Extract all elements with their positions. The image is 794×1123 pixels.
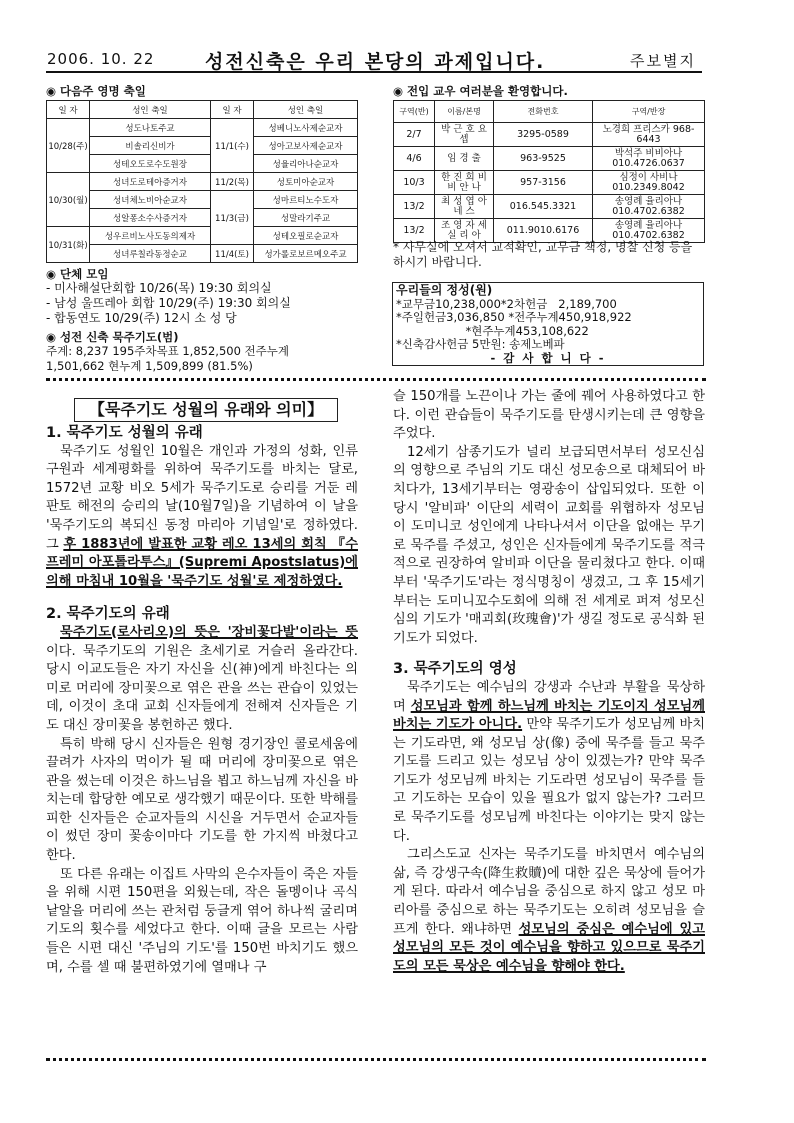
cell: 2/7 [394,123,435,147]
section-title: 3. 묵주기도의 영성 [393,661,517,678]
date-cell: 10/31(화) [47,227,90,263]
col-header: 이름/본명 [435,101,494,123]
saint-cell: 성베니노사제순교자 [254,119,358,137]
rosary-line: 1,501,662 현누계 1,509,899 (81.5%) [46,359,253,373]
saint-cell: 성말라기주교 [254,209,358,227]
saint-cell: 성가롤로보르메오주교 [254,245,358,263]
saint-cell: 성율리아나순교자 [254,155,358,173]
offering-line: *교무금10,238,000*2차헌금 2,189,700 [396,296,617,311]
date-cell: 11/4(토) [211,245,254,263]
cell: 13/2 [394,219,435,243]
welcome-note: * 사무실에 오셔서 교적확인, 교무금 책정, 명찰 신청 등을 하시기 바랍니다. [393,240,693,269]
cell: 011.9010.6176 [494,219,593,243]
table-header-row [394,101,705,123]
underlined-text: 묵주기도(로사리오)의 뜻은 '장비꽃다발'이라는 뜻 [60,624,358,640]
meetings-heading: ◉ 단체 모임 [46,267,109,281]
list-item: - 합동연도 10/29(주) 12시 소 성 당 [46,311,237,325]
col-header: 구역(반) [394,101,435,123]
cell: 심정이 사비나 010.2349.8042 [593,171,705,195]
paragraph: 슬 150개를 노끈이나 가는 줄에 꿰어 사용하였다고 한다. 이런 관습들이 묵주기도를 탄생시키는데 큰 영향을 주었다. [393,389,705,442]
table-row [394,147,705,171]
table-row [47,227,358,245]
bulletin-date: 2006. 10. 22 [47,50,155,68]
table-row [394,219,705,243]
saint-cell: 성마르티노수도자 [254,191,358,209]
saint-cell: 성녀도로테아증거자 [90,173,211,191]
cell: 3295-0589 [494,123,593,147]
date-cell: 11/1(수) [211,119,254,173]
cell: 박 근 호 요 셉 [435,123,494,147]
welcome-heading: ◉ 전입 교우 여러분을 환영합니다. [393,84,568,98]
paragraph: 특히 박해 당시 신자들은 원형 경기장인 콜로세움에 끌려가 사자의 먹이가 될 때 머리에 장미꽃으로 엮은 관을 썼는데 이것은 하느님을 뵙고 하느님께 자신을 바치는데 합당한 예모로 생각했기 때문이다. 또한 박해를 피한 신자들은 순교자들의 시신을 거두면서 순교자들이 썼던 장미 꽃송이마다 기도를 한 가지씩 바쳤다고 한다. [46,736,358,864]
cell: 957-3156 [494,171,593,195]
underlined-text: 성모님과 함께 하느님께 바치는 기도이지 성모님께 바치는 기도가 아니다. [393,698,705,733]
saint-cell: 성테오필로순교자 [254,227,358,245]
saint-cell: 성알퐁소수사증거자 [90,209,211,227]
bulletin-title: 성전신축은 우리 본당의 과제입니다. [205,51,546,73]
saint-cell: 성우르비노사도동의제자 [90,227,211,245]
article-right-column [393,388,705,976]
paragraph: 12세기 삼종기도가 널리 보급되면서부터 성모신심의 영향으로 주님의 기도 대신 성모송으로 대체되어 바치다가, 13세기부터는 영광송이 삽입되었다. 또한 이 당시 '알비파' 이단의 세력이 교회를 위협하자 성모님이 도미니코 성인에게 나타나셔서 이단을 없애는 무기로 묵주를 주셨고, 성인은 신자들에게 묵주기도를 적극적으로 권장하여 알비파 이단을 물리쳤다고 한다. 이때부터 '묵주기도'라는 정식명칭이 생겼고, 그 후 15세기부터는 도미니꼬수도회에 의해 전 세계로 퍼져 성모신심의 기도가 '매괴회(玫瑰會)'가 생길 정도로 공식화 된 기도가 되었다. [393,444,705,646]
saint-cell: 비솔리신비가 [90,137,211,155]
offering-thanks: - 감 사 합 니 다 - [490,350,606,365]
underlined-text: 성모님의 중심은 예수님에 있고 성모님의 모든 것이 예수님을 향하고 있으므로 묵주기도의 모든 묵상은 예수님을 향해야 한다. [393,921,705,974]
divider-dotted [46,378,706,381]
table-row [394,171,705,195]
cell: 13/2 [394,195,435,219]
saint-cell: 성토미아순교자 [254,173,358,191]
rosary-stats [46,344,289,374]
date-cell: 11/2(목) [211,173,254,191]
saint-cell: 성녀체노비아순교자 [90,191,211,209]
offering-line: *현주누계453,108,622 [396,323,589,338]
bulletin-section: 주보별지 [630,52,696,70]
offering-line: *주일헌금3,036,850 *전주누계450,918,922 [396,310,632,324]
offering-line: *신축감사헌금 5만원: 송제노베파 [396,337,565,351]
col-header: 일 자 [47,101,90,119]
paragraph-text: 묵주기도는 예수님의 강생과 수난과 부활을 묵상하며 [393,679,705,714]
cell: 10/3 [394,171,435,195]
header-rule [46,71,702,73]
paragraph [393,846,705,976]
cell: 조 영 자 세 실 리 아 [435,219,494,243]
cell: 963-9525 [494,147,593,171]
offering-heading: 우리들의 정성(원) [396,283,493,297]
table-row [47,191,358,209]
feasts-heading: ◉ 다음주 영명 축일 [46,84,146,98]
paragraph [393,679,705,846]
paragraph-text: 이다. 묵주기도의 기원은 초세기로 거슬러 올라간다. 당시 이교도들은 자기 자신을 신(神)에게 바친다는 의미로 머리에 장미꽃으로 엮은 관을 쓰는 관습이 있었는데, 이것이 초대 교회 신자들에게 전해져 신자들은 기도 대신 장미꽃을 봉헌하곤 했다. [46,643,358,733]
paragraph-text: 묵주기도 성월인 10월은 개인과 가정의 성화, 인류구원과 세계평화를 위하여 묵주기도를 바치는 달로, 1572년 교황 비오 5세가 묵주기도로 승리를 거둔 레판토 해전의 승리의 날(10월7일)을 기념하여 이 날을 '묵주기도의 복되신 동정 마리아 기념일'로 정하였다. 그 [46,443,358,552]
col-header: 일 자 [211,101,254,119]
table-row [47,245,358,263]
col-header: 전화번호 [494,101,593,123]
table-row [47,119,358,137]
saint-cell: 성도나토주교 [90,119,211,137]
table-header-row [47,101,358,119]
col-header: 구역/반장 [593,101,705,123]
paragraph: 또 다른 유래는 이집트 사막의 은수자들이 죽은 자들을 위해 시편 150편을 외웠는데, 작은 돌멩이나 곡식 낱알을 머리에 쓰는 관처럼 둥글게 엮어 하나씩 굴리며 기도의 횟수를 세었다고 한다. 이때 글을 모르는 사람들은 시편 대신 '주님의 기도'를 150번 바치기도 했으며, 수를 셀 때 불편하였기에 열매나 구 [46,866,358,975]
cell: 박석주 비비아나 010.4726.0637 [593,147,705,171]
underlined-text: 후 1883년에 발표한 교황 레오 13세의 회칙 『수프레미 아포톨라투스』(Supremi Apostslatus)에 의해 마침내 10월을 '묵주기도 성월'로 제정하였다. [46,536,359,589]
table-row [394,195,705,219]
article-title: 【묵주기도 성월의 유래와 의미】 [74,398,338,422]
footer-dotted-divider [46,1058,706,1061]
list-item: - 남성 울뜨레아 회합 10/29(주) 19:30 회의실 [46,296,291,310]
article-left-column [46,424,358,977]
cell: 송영례 율리아나 010.4702.6382 [593,219,705,243]
offering-box [392,282,704,366]
col-header: 성인 축일 [254,101,358,119]
table-row [47,173,358,191]
saint-cell: 성녀루칠라동정순교 [90,245,211,263]
saint-cell: 성아고보사제순교자 [254,137,358,155]
cell: 송영례 율리아나 010.4702.6382 [593,195,705,219]
table-row [47,209,358,227]
date-cell: 10/30(월) [47,173,90,227]
col-header: 성인 축일 [90,101,211,119]
paragraph-text: 만약 묵주기도가 성모님께 바치는 기도라면, 왜 성모님 상(像) 중에 묵주를 들고 묵주기도를 드리고 있는 성모님 상이 있겠는가? 만약 묵주기도가 성모님께 바치는 기도라면 성모님이 묵주를 들고 기도하는 모습이 있을 필요가 없지 않는가? 그러므로 묵주기도를 성모님께 바친다는 이야기는 맞지 않는다. [393,717,705,844]
date-cell: 11/3(금) [211,191,254,245]
cell: 016.545.3321 [494,195,593,219]
table-row [47,137,358,155]
cell: 한 진 희 비 비 안 나 [435,171,494,195]
paragraph-text: 그리스도교 신자는 묵주기도를 바치면서 예수님의 삶, 즉 강생구속(降生救贖)에 대한 깊은 묵상에 들어가게 된다. 따라서 예수님을 중심으로 하지 않고 성모 마리아를 중심으로 하는 묵주기도는 오히려 성모님을 슬프게 한다. 왜냐하면 [393,847,705,937]
rosary-heading: ◉ 성전 신축 묵주기도(범) [46,330,179,344]
list-item: - 미사해설단회합 10/26(목) 19:30 회의실 [46,281,272,295]
cell: 임 경 출 [435,147,494,171]
date-cell: 10/28(주) [47,119,90,173]
feasts-table [46,100,358,263]
paragraph [46,443,358,592]
rosary-line: 주계: 8,237 195주차목표 1,852,500 전주누계 [46,344,289,358]
meetings-list [46,281,291,326]
welcome-table [393,100,705,243]
cell: 최 성 엽 아 네 스 [435,195,494,219]
section-title: 2. 묵주기도의 유래 [46,606,170,623]
cell: 노경희 프리스카 968-6443 [593,123,705,147]
cell: 4/6 [394,147,435,171]
saint-cell: 성테오도로수도원장 [90,155,211,173]
section-title: 1. 묵주기도 성월의 유래 [46,425,203,441]
table-row [47,155,358,173]
table-row [394,123,705,147]
paragraph [46,624,358,736]
